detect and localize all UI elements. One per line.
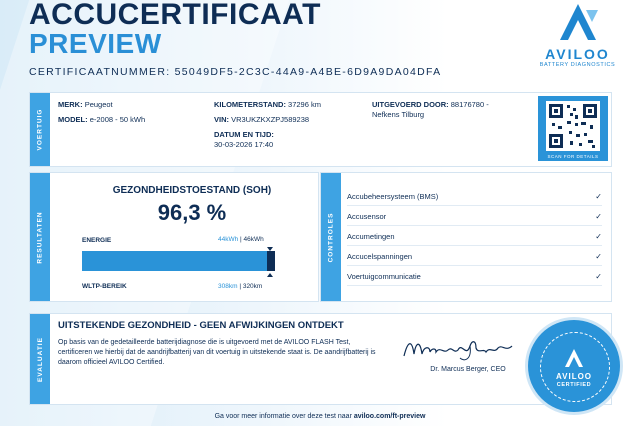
energy-values: [218, 236, 264, 243]
control-item: [347, 188, 602, 206]
km-value: 37296 km: [288, 100, 321, 109]
wltp-separator: |: [237, 283, 243, 290]
certificate-number: 55049DF5-2C3C-44A9-A4BE-6D9A9DA04DFA: [174, 66, 442, 78]
wltp-current: 308km: [218, 283, 238, 290]
signature-image: [400, 332, 520, 366]
wltp-marker-icon: [267, 273, 273, 277]
certificate-title: ACCUCERTIFICAAT: [29, 0, 321, 31]
check-icon: ✓: [595, 232, 602, 241]
qr-code[interactable]: [538, 96, 608, 161]
evaluation-tab: [30, 314, 50, 404]
check-icon: ✓: [595, 272, 602, 281]
check-icon: ✓: [595, 252, 602, 261]
soh-bar-fill: [82, 251, 271, 271]
wltp-label: WLTP-BEREIK: [82, 283, 127, 290]
evaluation-panel: [29, 313, 612, 405]
control-label: Accumetingen: [347, 232, 395, 241]
control-item: [347, 248, 602, 266]
vin-label: VIN:: [214, 115, 229, 124]
check-icon: ✓: [595, 212, 602, 221]
qr-pattern: [546, 101, 600, 151]
performed-by-label: UITGEVOERD DOOR:: [372, 100, 449, 109]
aviloo-logo-icon: [556, 2, 600, 48]
check-icon: ✓: [595, 192, 602, 201]
vehicle-tab-label: VOERTUIG: [36, 108, 44, 151]
performed-by: [372, 100, 489, 120]
control-item: [347, 208, 602, 226]
vehicle-km: [214, 100, 321, 110]
soh-value: 96,3 %: [157, 200, 227, 225]
control-label: Accucelspanningen: [347, 252, 413, 261]
logo-brand: AVILOO: [545, 46, 610, 62]
aviloo-logo: [535, 2, 620, 82]
logo-tagline: BATTERY DIAGNOSTICS: [539, 62, 616, 68]
footer: [0, 413, 640, 420]
vin-value: VR3UKZKXZPJ589238: [231, 115, 310, 124]
vehicle-vin: [214, 115, 309, 125]
evaluation-title: UITSTEKENDE GEZONDHEID - GEEN AFWIJKINGEN ONTDEKT: [58, 320, 344, 331]
date-value: 30-03-2026 17:40: [214, 140, 274, 149]
test-date: [214, 130, 274, 150]
km-label: KILOMETERSTAND:: [214, 100, 286, 109]
qr-code-icon: [546, 101, 600, 151]
footer-link[interactable]: aviloo.com/ft-preview: [353, 413, 426, 420]
certificate-number-line: [29, 66, 441, 78]
seal-logo-icon: [564, 348, 584, 370]
model-label: MODEL:: [58, 115, 88, 124]
energy-total: 46kWh: [243, 236, 264, 243]
model-value: e-2008 - 50 kWh: [89, 115, 146, 124]
evaluation-tab-label: EVALUATIE: [36, 336, 44, 382]
control-item: [347, 268, 602, 286]
vehicle-tab: [30, 93, 50, 166]
energy-separator: |: [238, 236, 244, 243]
wltp-values: [218, 283, 262, 290]
qr-label: SCAN FOR DETAILS: [547, 154, 599, 159]
energy-current: 44kWh: [218, 236, 239, 243]
controls-tab-label: CONTROLES: [327, 212, 335, 262]
performed-by-line2: Nefkens Tilburg: [372, 110, 425, 119]
wltp-total: 320km: [242, 283, 263, 290]
results-panel: [29, 172, 319, 302]
make-label: MERK:: [58, 100, 83, 109]
vehicle-make: [58, 100, 113, 110]
evaluation-text: Op basis van de gedetailleerde batterijdiagnose die is uitgevoerd met de AVILOO FLASH Test, certificeren we hierbij dat de aandrijfbatterij van dit voertuig in uitstekende staat is. De aandrijfbatterij is daarom officieel AVILOO Certified.: [58, 339, 376, 366]
soh-bar-end: [267, 251, 275, 271]
results-tab: [30, 173, 50, 301]
vehicle-model: [58, 115, 145, 125]
control-label: Voertuigcommunicatie: [347, 272, 421, 281]
control-label: Accubeheersysteem (BMS): [347, 192, 439, 201]
performed-by-line1: 88176780 -: [450, 100, 489, 109]
certified-seal: [528, 320, 620, 412]
controls-tab: [321, 173, 341, 301]
preview-title: PREVIEW: [29, 28, 162, 59]
energy-label: ENERGIE: [82, 237, 112, 244]
control-item: [347, 228, 602, 246]
soh-bar: [82, 251, 278, 271]
seal-brand: AVILOO: [555, 372, 593, 381]
date-label: DATUM EN TIJD:: [214, 130, 274, 139]
certificate-number-label: CERTIFICAATNUMMER:: [29, 66, 171, 78]
results-tab-label: RESULTATEN: [36, 210, 44, 264]
make-value: Peugeot: [84, 100, 113, 109]
signature-name: Dr. Marcus Berger, CEO: [430, 366, 506, 373]
seal-certified: CERTIFIED: [556, 382, 592, 388]
footer-text: Ga voor meer informatie over deze test naar: [214, 413, 354, 420]
controls-panel: [320, 172, 612, 302]
control-label: Accusensor: [347, 212, 387, 221]
soh-title: GEZONDHEIDSTOESTAND (SOH): [112, 185, 272, 196]
